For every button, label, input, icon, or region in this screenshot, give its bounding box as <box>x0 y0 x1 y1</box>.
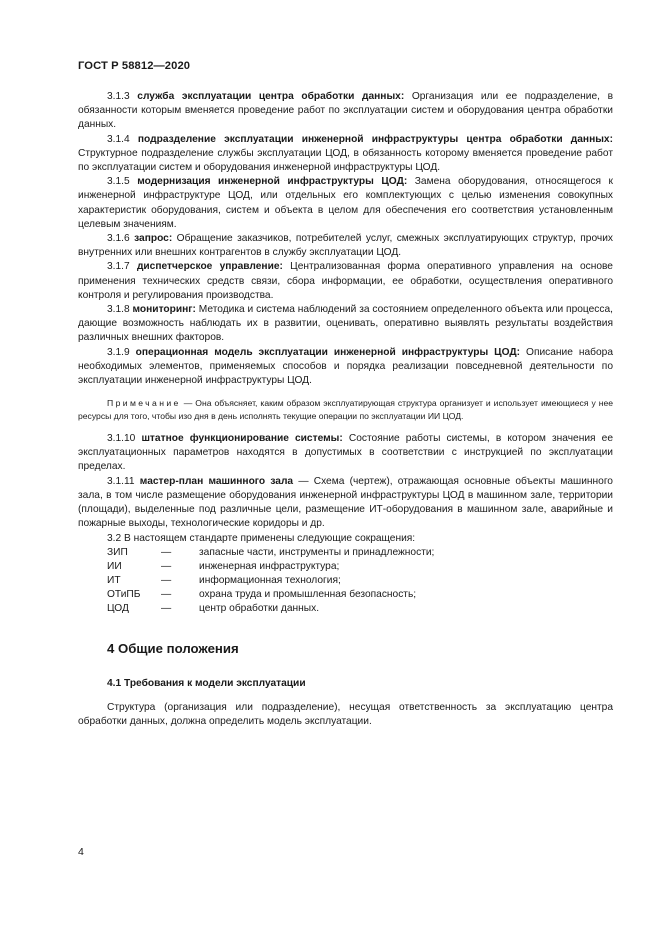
term-3-1-10: 3.1.10 штатное функционирование системы: Состояние работы системы, в котором значения ее эксплуатационных параметров находятся в допустимых в соответствии с инструкцией по эксплуатации пределах. <box>78 433 613 473</box>
term-3-1-6: 3.1.6 запрос: Обращение заказчиков, потребителей услуг, смежных эксплуатирующих структур, прочих внутренних или внешних контрагентов в службу эксплуатации ЦОД. <box>78 233 613 259</box>
abbreviation-row: ОТиПБ — охрана труда и промышленная безопасность; <box>107 589 417 601</box>
page-number: 4 <box>78 846 84 858</box>
section-4-title: 4 Общие положения <box>107 640 239 656</box>
note-text: — Она объясняет, каким образом эксплуатирующая структура организует и использует имеющиеся у нее ресурсы для того, чтобы изо дня в день исполнять текущие операции по эксплуатации ИИ ЦОД. <box>78 398 614 421</box>
abbreviations-intro: 3.2 В настоящем стандарте применены следующие сокращения: <box>107 532 416 544</box>
abbreviation-row: ЦОД — центр обработки данных. <box>107 603 320 615</box>
section-4-1-paragraph: Структура (организация или подразделение), несущая ответственность за эксплуатацию центра обработки данных, должна определить модель эксплуатации. <box>78 701 613 728</box>
abbreviation-row: ЗИП — запасные части, инструменты и принадлежности; <box>107 546 435 558</box>
term-3-1-11: 3.1.11 мастер-план машинного зала — Схема (чертеж), отражающая основные объекты машинного зала, в том числе размещение оборудования инженерной инфраструктуры ЦОД в машинном зале, территории (площади), выделенные под различные цели, размещение ИТ-оборудования в машинном зале, аварийные и пожарные выходы, технологические коридоры и др. <box>78 475 613 530</box>
note-label: Примечание <box>107 398 181 409</box>
term-3-1-3: 3.1.3 служба эксплуатации центра обработки данных: Организация или ее подразделение, в обязанности которым вменяется проведение работ по эксплуатации систем и оборудования центра обработки данных. <box>78 91 613 131</box>
document-header: ГОСТ Р 58812—2020 <box>78 60 191 72</box>
term-3-1-8: 3.1.8 мониторинг: Методика и система наблюдений за состоянием определенного объекта или процесса, дающие возможность наблюдать их в развитии, оценивать, оперативно выявлять результаты воздействия различных внешних факторов. <box>78 304 613 344</box>
term-3-1-4: 3.1.4 подразделение эксплуатации инженерной инфраструктуры центра обработки данных: Структурное подразделение службы эксплуатации ЦОД, в обязанность которому вменяется проведение работ по эксплуатации систем и оборудования инженерной инфраструктуры ЦОД. <box>78 133 613 174</box>
abbreviation-list <box>107 546 613 617</box>
page-content <box>78 90 613 729</box>
term-3-1-5: 3.1.5 модернизация инженерной инфраструктуры ЦОД: Замена оборудования, относящегося к инженерной инфраструктуре ЦОД, или отдельных его комплектующих с целью изменения совокупных характеристик оборудования, систем и объекта в целом для обеспечения его соответствия установленным целевым значениям. <box>78 176 613 230</box>
abbreviation-row: ИИ — инженерная инфраструктура; <box>107 560 340 572</box>
term-3-1-7: 3.1.7 диспетчерское управление: Централизованная форма оперативного управления на основе применения технических средств связи, сбора информации, ее обработки, осуществления оперативного контроля и регулирования производства. <box>78 261 613 301</box>
note <box>78 397 613 422</box>
abbreviation-row: ИТ — информационная технология; <box>107 575 341 587</box>
term-3-1-9: 3.1.9 операционная модель эксплуатации инженерной инфраструктуры ЦОД: Описание набора необходимых элементов, применяемых способов и порядка реализации повседневной деятельности по эксплуатации инженерной инфраструктуры ЦОД. <box>78 346 613 387</box>
subsection-4-1-title: 4.1 Требования к модели эксплуатации <box>107 677 306 689</box>
